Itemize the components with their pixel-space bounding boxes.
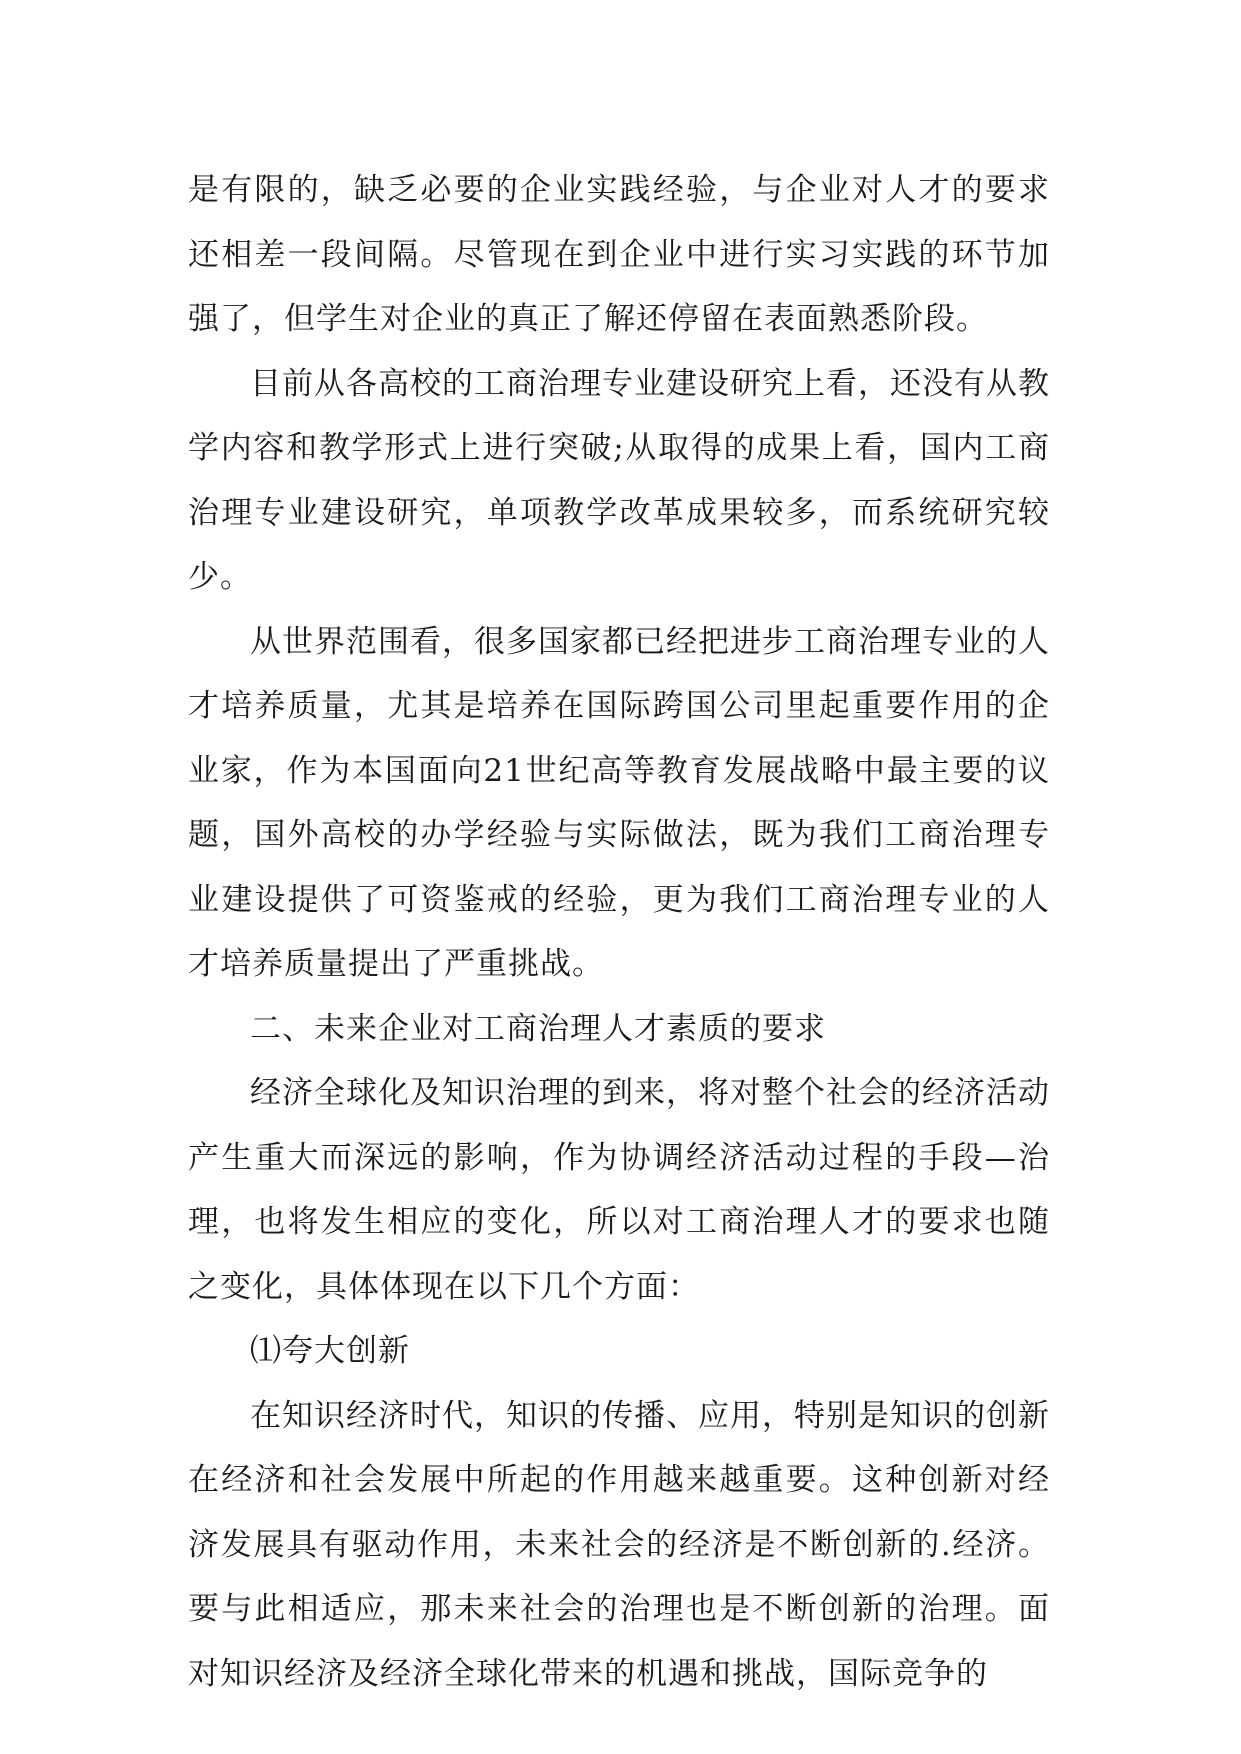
paragraph-research-status: 目前从各高校的工商治理专业建设研究上看，还没有从教学内容和教学形式上进行突破;从取得的成果上看，国内工商治理专业建设研究，单项教学改革成果较多，而系统研究较少。	[188, 365, 1050, 595]
paragraph-continuation: 是有限的，缺乏必要的企业实践经验，与企业对人才的要求还相差一段间隔。尽管现在到企业中进行实习实践的环节加强了，但学生对企业的真正了解还停留在表面熟悉阶段。	[188, 172, 1050, 337]
paragraph-knowledge-economy: 在知识经济时代，知识的传播、应用，特别是知识的创新在经济和社会发展中所起的作用越来越重要。这种创新对经济发展具有驱动作用，未来社会的经济是不断创新的.经济。要与此相适应，那未来社会的治理也是不断创新的治理。面对知识经济及经济全球化带来的机遇和挑战，国际竞争的	[188, 1397, 1050, 1692]
paragraph-globalization: 经济全球化及知识治理的到来，将对整个社会的经济活动产生重大而深远的影响，作为协调经济活动过程的手段—治理，也将发生相应的变化，所以对工商治理人才的要求也随之变化，具体体现在以下几个方面：	[188, 1075, 1050, 1305]
paragraph-world-view: 从世界范围看，很多国家都已经把进步工商治理专业的人才培养质量，尤其是培养在国际跨国公司里起重要作用的企业家，作为本国面向21世纪高等教育发展战略中最主要的议题，国外高校的办学经验与实际做法，既为我们工商治理专业建设提供了可资鉴戒的经验，更为我们工商治理专业的人才培养质量提出了严重挑战。	[188, 623, 1050, 982]
subheading-innovation: ⑴夸大创新	[250, 1333, 410, 1369]
document-page	[188, 158, 1050, 1706]
section-heading-2: 二、未来企业对工商治理人才素质的要求	[250, 1010, 826, 1047]
